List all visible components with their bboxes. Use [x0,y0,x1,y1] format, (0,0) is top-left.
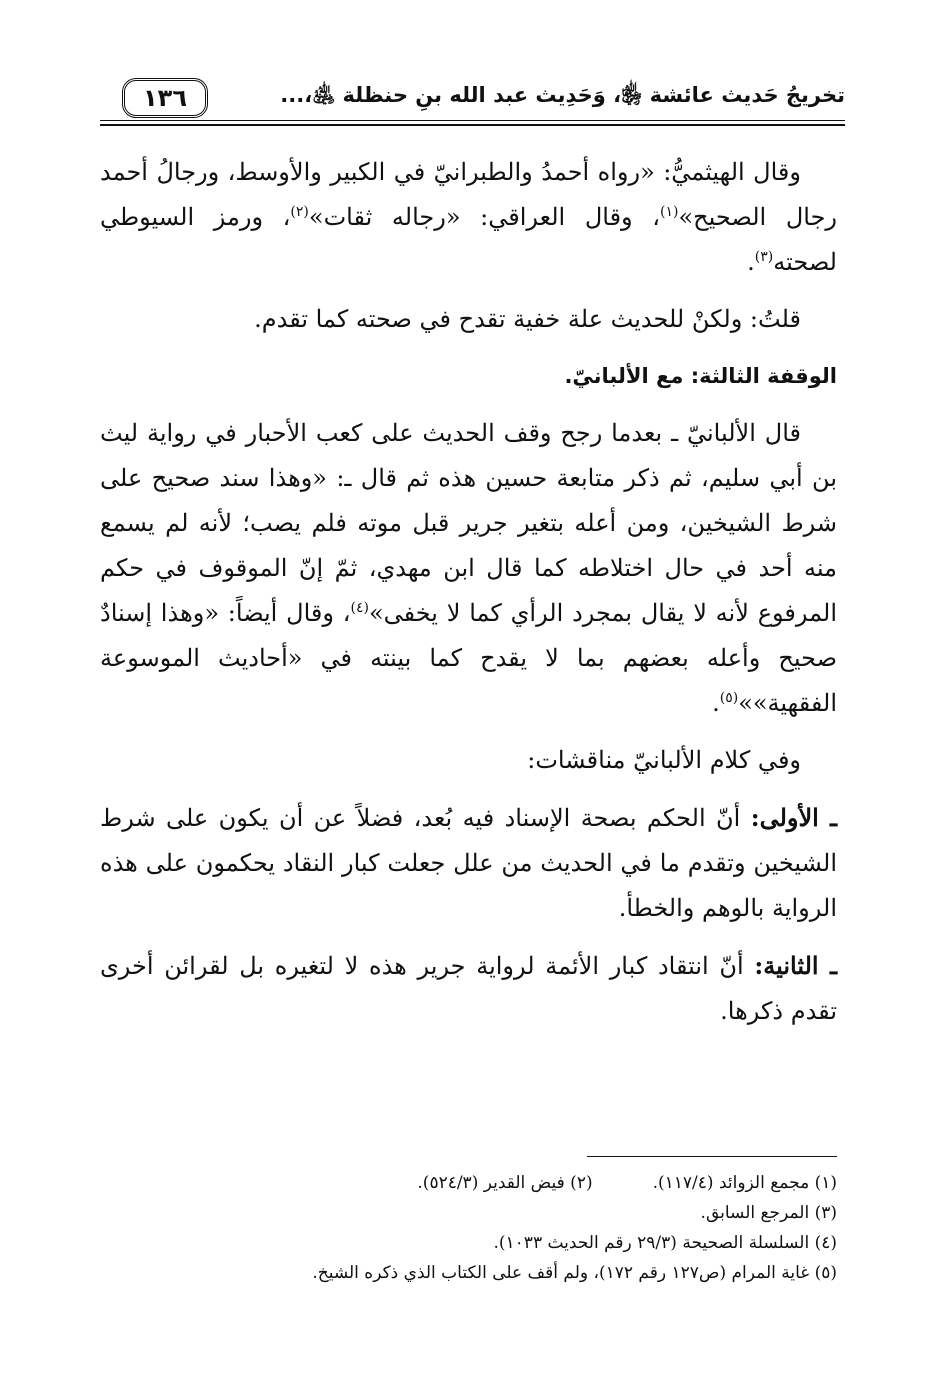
section-heading: الوقفة الثالثة: مع الألبانيّ. [564,364,837,388]
footnote-rule [587,1156,837,1157]
footnote-2: (٢) فيض القدير (٥٢٤/٣). [417,1173,593,1193]
footnote-1: (١) مجمع الزوائد (١١٧/٤). [652,1173,837,1193]
footnote-ref-3: (٣) [754,249,774,265]
label-first: ـ الأولى: [750,803,837,832]
label-second: ـ الثانية: [754,951,838,980]
header-rule [100,120,845,121]
page-number: ١٣٦ [122,78,208,118]
paragraph-second: ـ الثانية: أنّ انتقاد كبار الأئمة لرواية جرير هذه لا لتغيره بل لقرائن أخرى تقدم ذكرها. [100,951,838,1025]
footnote-ref-1: (١) [660,204,679,220]
header-rule-thick [100,124,845,126]
page-header [100,78,845,128]
paragraph-haythami: وقال الهيثميُّ: «رواه أحمدُ والطبرانيّ في الكبير والأوسط، ورجالُ أحمد رجال الصحيح»$^{(١)}$، وقال العراقي: «رجاله ثقات»$^{(٢)}$، ورمز السيوطي لصحته$^{(٣)}$. [100,158,837,276]
main-text [100,150,837,1046]
footnote-5: (٥) غاية المرام (ص١٢٧ رقم ١٧٢)، ولم أقف على الكتاب الذي ذكره الشيخ. [312,1263,837,1283]
paragraph-qultu: قلتُ: ولكنْ للحديث علة خفية تقدح في صحته كما تقدم. [254,305,801,333]
footnotes [100,1168,837,1288]
footnote-ref-2: (٢) [290,204,309,220]
footnote-4: (٤) السلسلة الصحيحة (٢٩/٣ رقم الحديث ١٠٣٣). [493,1233,837,1253]
paragraph-albani: قال الألبانيّ ـ بعدما رجح وقف الحديث على كعب الأحبار في رواية ليث بن أبي سليم، ثم ذكر متابعة حسين هذه ثم قال ـ: «وهذا سند صحيح على شرط الشيخين، ومن أعله بتغير جرير قبل موته فلم يصب؛ لأنه لم يسمع منه أحد في حال اختلاطه كما قال ابن مهدي، ثمّ إنّ الموقوف في حكم المرفوع لأنه لا يقال بمجرد الرأي كما لا يخفى»$^{(٤)}$، وقال أيضاً: «وهذا إسنادٌ صحيح وأعله بعضهم بما لا يقدح كما بينته في «أحاديث الموسوعة الفقهية»»$^{(٥)}$. [100,419,838,717]
paragraph-discussions: وفي كلام الألبانيّ مناقشات: [527,746,801,774]
footnote-ref-4: (٤) [350,600,369,616]
footnote-row [100,1168,837,1198]
running-title: تخريجُ حَديث عائشة ﵂، وَحَدِيث عبد الله بنِ حنظلة ﵁،... [280,83,845,107]
footnote-3: (٣) المرجع السابق. [700,1203,837,1223]
paragraph-first: ـ الأولى: أنّ الحكم بصحة الإسناد فيه بُعد، فضلاً عن أن يكون على شرط الشيخين وتقدم ما في الحديث من علل جعلت كبار النقاد يحكمون على هذه الرواية بالوهم والخطأ. [100,803,837,922]
footnote-ref-5: (٥) [719,690,739,706]
